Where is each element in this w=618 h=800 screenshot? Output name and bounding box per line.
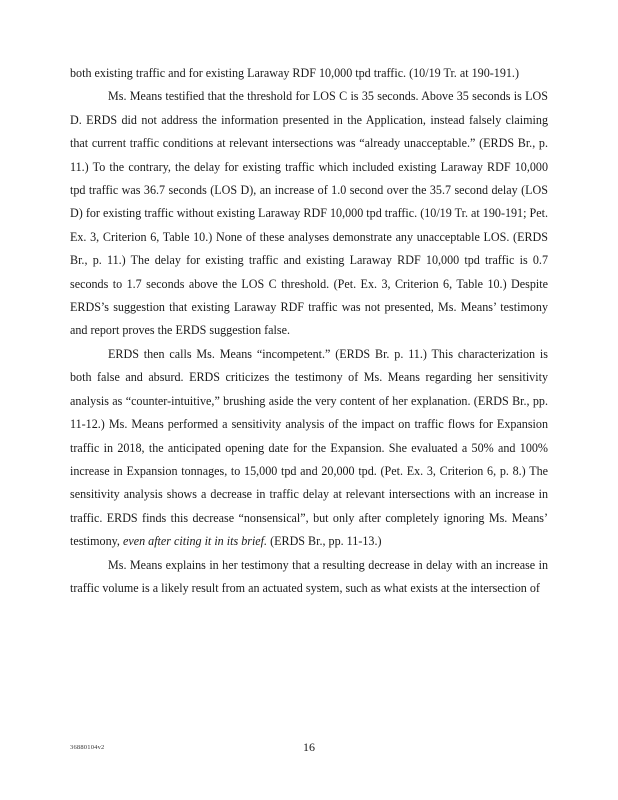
paragraph-citation: (ERDS Br., pp. 11-13.) [267, 534, 382, 549]
paragraph-4 [70, 554, 548, 601]
paragraph-2 [70, 85, 548, 342]
page-number: 16 [303, 740, 315, 754]
paragraph-text: Ms. Means explains in her testimony that a resulting decrease in delay with an increase in traffic volume is a likely result from an actuated system, such as what exists at the intersection of [70, 557, 548, 595]
paragraph-text: ERDS then calls Ms. Means “incompetent.” (ERDS Br. p. 11.) This characterization is both false and absurd. ERDS criticizes the testimony of Ms. Means regarding her sensitivity analysis as “counter-intuitive,” brushing aside the very content of her explanation. (ERDS Br., pp. 11-12.) Ms. Means performed a sensitivity analysis of the impact on traffic flows for Expansion traffic in 2018, the anticipated opening date for the Expansion. She evaluated a 50% and 100% increase in Expansion tonnages, to 15,000 tpd and 20,000 tpd. (Pet. Ex. 3, Criterion 6, p. 8.) The sensitivity analysis shows a decrease in traffic delay at relevant intersections with an increase in traffic. ERDS finds this decrease “nonsensical”, but only after completely ignoring Ms. Means’ testimony, [70, 346, 548, 549]
body-text [70, 62, 548, 600]
paragraph-text: both existing traffic and for existing Laraway RDF 10,000 tpd traffic. (10/19 Tr. at 190-191.) [70, 66, 519, 80]
document-id: 36880104v2 [70, 744, 105, 751]
paragraph-3 [70, 343, 548, 554]
paragraph-1 [70, 62, 548, 85]
paragraph-emphasis: even after citing it in its brief. [122, 534, 268, 549]
paragraph-text: Ms. Means testified that the threshold for LOS C is 35 seconds. Above 35 seconds is LOS D. ERDS did not address the information presented in the Application, instead falsely claiming that current traffic conditions at relevant intersections was “already unacceptable.” (ERDS Br., p. 11.) To the contrary, the delay for existing traffic which included existing Laraway RDF 10,000 tpd traffic was 36.7 seconds (LOS D), an increase of 1.0 second over the 35.7 second delay (LOS D) for existing traffic without existing Laraway RDF 10,000 tpd traffic. (10/19 Tr. at 190-191; Pet. Ex. 3, Criterion 6, Table 10.) None of these analyses demonstrate any unacceptable LOS. (ERDS Br., p. 11.) The delay for existing traffic and existing Laraway RDF 10,000 tpd traffic is 0.7 seconds to 1.7 seconds above the LOS C threshold. (Pet. Ex. 3, Criterion 6, Table 10.) Despite ERDS’s suggestion that existing Laraway RDF traffic was not presented, Ms. Means’ testimony and report proves the ERDS suggestion false. [70, 89, 548, 338]
